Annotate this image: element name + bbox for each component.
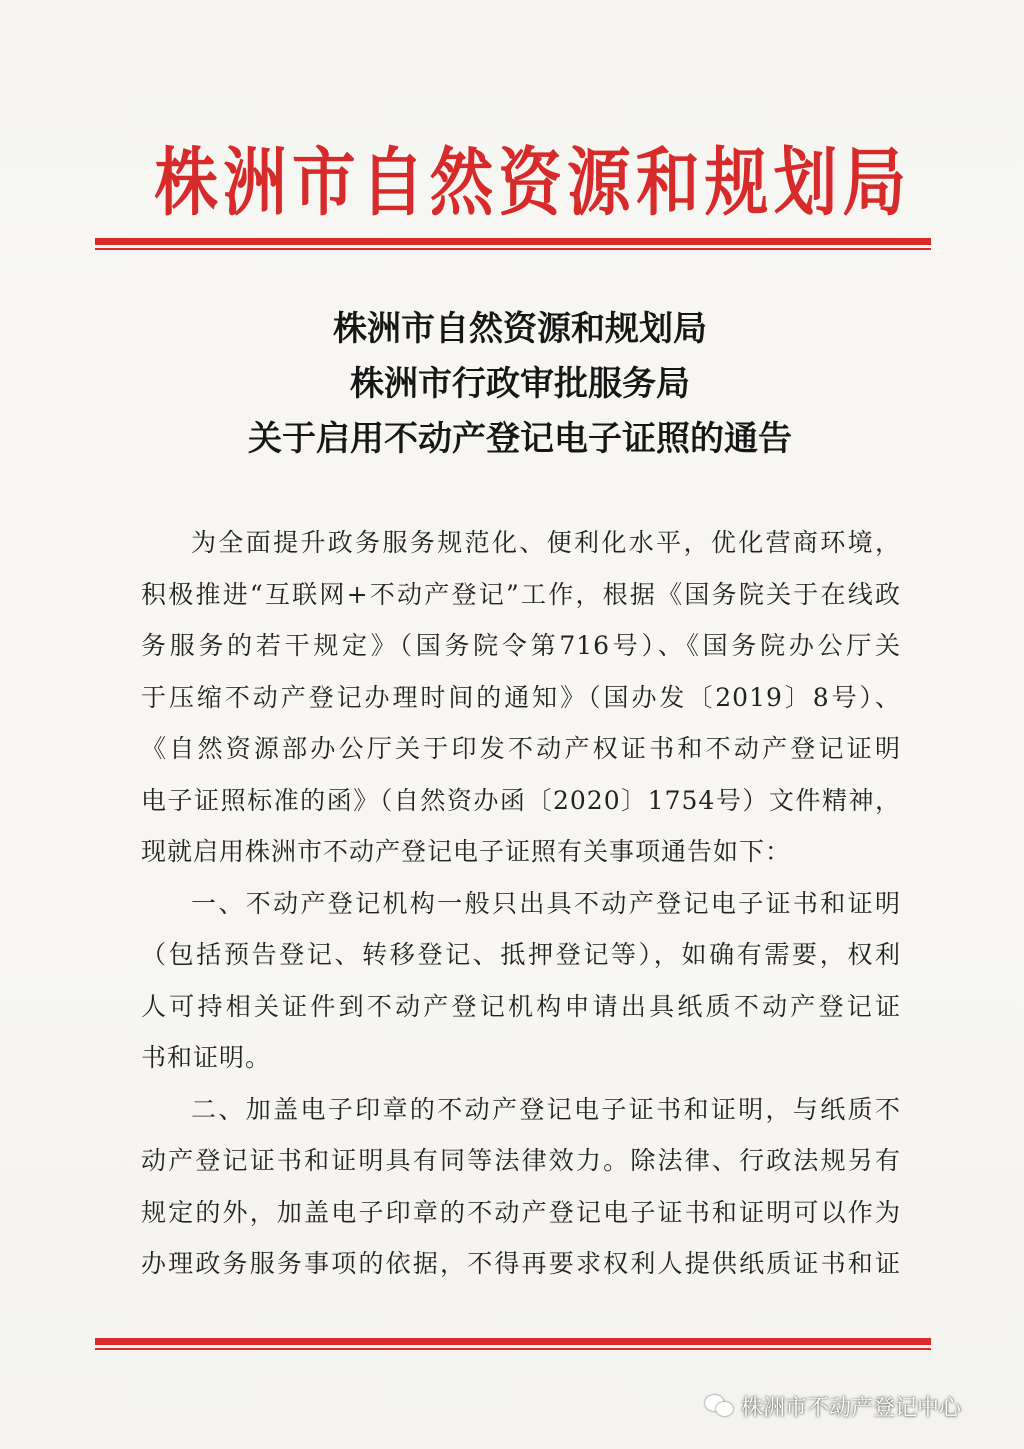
body-line: 规定的外，加盖电子印章的不动产登记电子证书和证明可以作为	[141, 1197, 901, 1227]
body-line: 于压缩不动产登记办理时间的通知》（国办发〔2019〕8号）、	[141, 682, 901, 712]
body-line: 为全面提升政务服务规范化、便利化水平，优化营商环境，	[191, 528, 901, 557]
letterhead-title: 株洲市自然资源和规划局	[154, 140, 912, 226]
body-line: 务服务的若干规定》（国务院令第716号）、《国务院办公厅关	[141, 631, 901, 660]
body-line: 一、不动产登记机构一般只出具不动产登记电子证书和证明	[191, 888, 901, 918]
notice-title-block	[140, 302, 900, 467]
source-watermark	[705, 1386, 961, 1426]
body-line: 动产登记证书和证明具有同等法律效力。除法律、行政法规另有	[141, 1146, 901, 1175]
body-line: 二、加盖电子印章的不动产登记电子证书和证明，与纸质不	[191, 1094, 901, 1124]
body-line: 电子证照标准的函》（自然资办函〔2020〕1754号）文件精神，	[141, 785, 901, 815]
footer-red-rule-thin	[95, 1348, 931, 1350]
footer-red-rule	[95, 1338, 931, 1345]
body-line: 书和证明。	[141, 1043, 272, 1072]
header-red-rule-thin	[95, 248, 931, 250]
notice-title-line-3: 关于启用不动产登记电子证照的通告	[248, 419, 792, 459]
body-line: 现就启用株洲市不动产登记电子证照有关事项通告如下：	[141, 837, 792, 866]
notice-title-line-1: 株洲市自然资源和规划局	[333, 309, 707, 349]
body-line: 办理政务服务事项的依据，不得再要求权利人提供纸质证书和证	[141, 1249, 901, 1278]
watermark-text: 株洲市不动产登记中心	[741, 1395, 962, 1421]
body-line: 《自然资源部办公厅关于印发不动产权证书和不动产登记证明	[141, 734, 901, 763]
notice-body	[141, 517, 901, 1290]
body-line: 积极推进“互联网+不动产登记”工作，根据《国务院关于在线政	[141, 579, 901, 609]
notice-title-line-2: 株洲市行政审批服务局	[350, 364, 690, 404]
header-red-rule	[95, 238, 931, 245]
wechat-icon	[705, 1393, 735, 1419]
body-line: 人可持相关证件到不动产登记机构申请出具纸质不动产登记证	[141, 991, 901, 1021]
body-line: （包括预告登记、转移登记、抵押登记等），如确有需要，权利	[141, 940, 901, 969]
